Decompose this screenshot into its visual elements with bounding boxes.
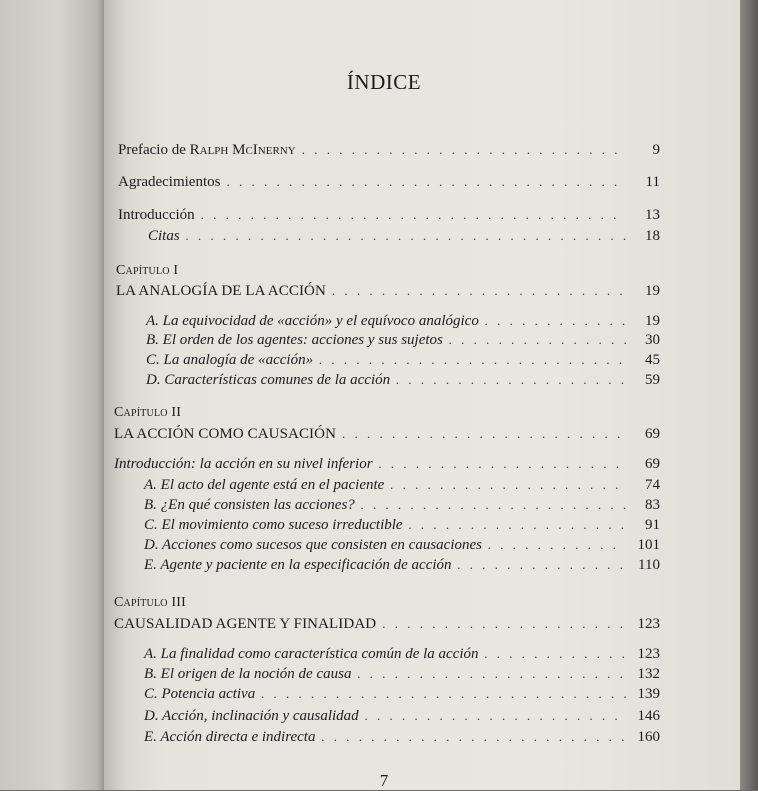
folio-page-number: 7 bbox=[379, 771, 389, 790]
page-number: 9 bbox=[652, 142, 660, 158]
leader-dots bbox=[485, 313, 626, 329]
page-number: 160 bbox=[637, 729, 660, 745]
leader-dots bbox=[186, 228, 626, 244]
leader-dots bbox=[396, 372, 626, 388]
leader-dots bbox=[488, 537, 626, 553]
section-label: A. La finalidad como característica común de la acción bbox=[144, 646, 479, 662]
section-label: C. La analogía de «acción» bbox=[146, 352, 314, 368]
page-number: 30 bbox=[645, 332, 660, 348]
page-number: 69 bbox=[645, 456, 660, 472]
section-label: Introducción: la acción en su nivel inferior bbox=[114, 456, 373, 472]
page-number: 13 bbox=[645, 207, 660, 223]
preface-author: Ralph McInerny bbox=[189, 142, 296, 158]
chapter-title: CAUSALIDAD AGENTE Y FINALIDAD bbox=[114, 616, 377, 632]
leader-dots bbox=[332, 283, 626, 299]
section-label: D. Características comunes de la acción bbox=[146, 372, 391, 388]
leader-dots bbox=[226, 174, 626, 190]
toc-section bbox=[144, 537, 660, 557]
page-number: 146 bbox=[637, 708, 660, 724]
page-number: 59 bbox=[645, 372, 660, 388]
page-number: 69 bbox=[645, 426, 660, 442]
toc-section bbox=[144, 517, 660, 537]
section-label: B. ¿En qué consisten las acciones? bbox=[144, 497, 355, 513]
leader-dots bbox=[449, 332, 626, 348]
section-label: D. Acción, inclinación y causalidad bbox=[144, 708, 359, 724]
leader-dots bbox=[458, 557, 626, 573]
toc-section bbox=[144, 686, 660, 706]
leader-dots bbox=[342, 426, 626, 442]
page-number: 83 bbox=[645, 497, 660, 513]
facing-page bbox=[0, 0, 106, 790]
entry-label: Citas bbox=[148, 228, 180, 244]
page-number: 11 bbox=[645, 174, 660, 190]
chapter-label: Capítulo II bbox=[114, 405, 182, 420]
toc-section bbox=[146, 352, 660, 372]
leader-dots bbox=[319, 352, 626, 368]
chapter-label: Capítulo I bbox=[116, 263, 179, 278]
leader-dots bbox=[321, 729, 626, 745]
page-number: 139 bbox=[637, 686, 660, 702]
page-number: 101 bbox=[637, 537, 660, 553]
section-label: E. Agente y paciente en la especificación de acción bbox=[144, 557, 452, 573]
leader-dots bbox=[357, 666, 626, 682]
toc-entry-introduction bbox=[118, 207, 660, 227]
toc-section bbox=[144, 557, 660, 577]
leader-dots bbox=[409, 517, 626, 533]
book-page bbox=[104, 0, 740, 790]
page-number: 45 bbox=[645, 352, 660, 368]
page-number: 123 bbox=[637, 616, 660, 632]
section-label: B. El orden de los agentes: acciones y sus sujetos bbox=[146, 332, 443, 348]
section-label: E. Acción directa e indirecta bbox=[144, 729, 316, 745]
section-label: C. Potencia activa bbox=[144, 686, 256, 702]
chapter-title-entry bbox=[114, 616, 660, 636]
page-number: 18 bbox=[645, 228, 660, 244]
leader-dots bbox=[379, 456, 626, 472]
background-edge bbox=[740, 0, 758, 790]
leader-dots bbox=[261, 686, 626, 702]
page-number: 74 bbox=[645, 477, 660, 493]
toc-section bbox=[146, 332, 660, 352]
page-title: ÍNDICE bbox=[346, 70, 422, 94]
chapter-title: LA ACCIÓN COMO CAUSACIÓN bbox=[114, 426, 337, 442]
preface-label: Prefacio de bbox=[118, 142, 186, 158]
page-number: 19 bbox=[645, 313, 660, 329]
page-number: 123 bbox=[637, 646, 660, 662]
leader-dots bbox=[365, 708, 626, 724]
page-number: 110 bbox=[638, 557, 660, 573]
section-label: B. El origen de la noción de causa bbox=[144, 666, 352, 682]
entry-label: Introducción bbox=[118, 207, 195, 223]
toc-entry-citations bbox=[148, 228, 660, 248]
toc-section bbox=[144, 477, 660, 497]
leader-dots bbox=[302, 142, 626, 158]
section-label: D. Acciones como sucesos que consisten en causaciones bbox=[144, 537, 482, 553]
toc-section bbox=[144, 729, 660, 749]
section-label: C. El movimiento como suceso irreductible bbox=[144, 517, 403, 533]
page-number: 91 bbox=[645, 517, 660, 533]
chapter-title: LA ANALOGÍA DE LA ACCIÓN bbox=[116, 283, 326, 299]
chapter-title-entry bbox=[114, 426, 660, 446]
leader-dots bbox=[390, 477, 626, 493]
section-label: A. La equivocidad de «acción» y el equívoco analógico bbox=[146, 313, 479, 329]
page-number: 19 bbox=[645, 283, 660, 299]
leader-dots bbox=[382, 616, 626, 632]
toc-section-intro bbox=[114, 456, 660, 476]
chapter-title-entry bbox=[116, 283, 660, 303]
toc-section bbox=[144, 497, 660, 517]
leader-dots bbox=[201, 207, 626, 223]
toc-entry-preface bbox=[118, 142, 660, 162]
page-number: 132 bbox=[637, 666, 660, 682]
toc-section bbox=[144, 666, 660, 686]
toc-section bbox=[144, 646, 660, 666]
toc-entry-acknowledgements bbox=[118, 174, 660, 194]
entry-label: Agradecimientos bbox=[118, 174, 221, 190]
toc-section bbox=[144, 708, 660, 728]
toc-section bbox=[146, 372, 660, 392]
toc-section bbox=[146, 313, 660, 333]
chapter-label: Capítulo III bbox=[114, 595, 186, 610]
leader-dots bbox=[361, 497, 626, 513]
section-label: A. El acto del agente está en el paciente bbox=[144, 477, 385, 493]
leader-dots bbox=[485, 646, 626, 662]
